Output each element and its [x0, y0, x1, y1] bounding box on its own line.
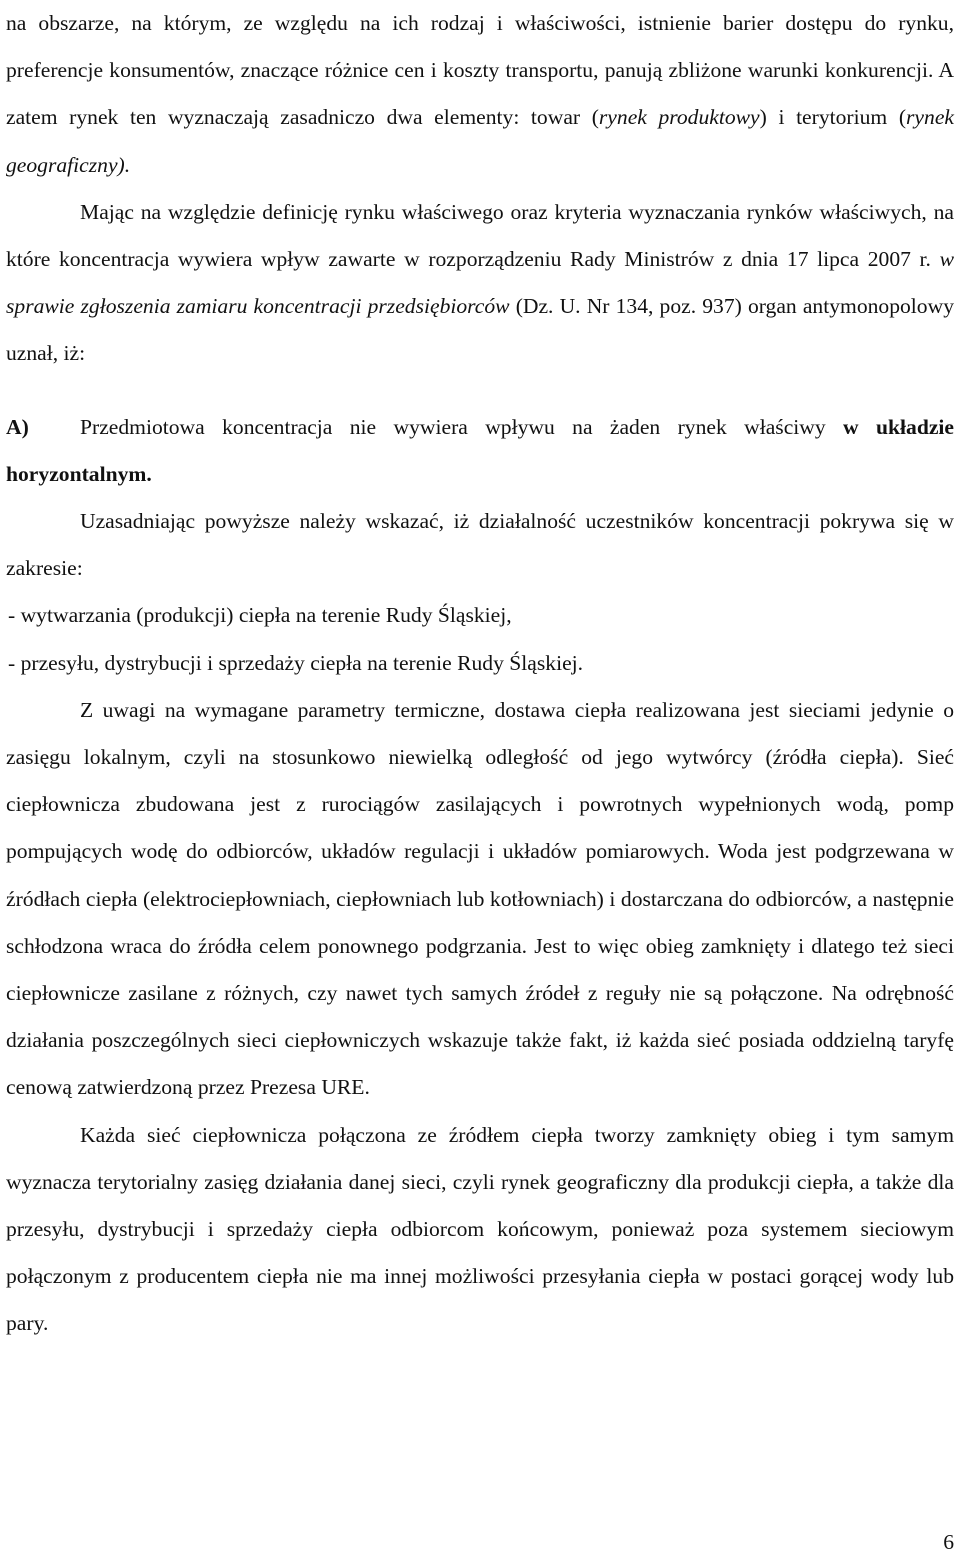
- paragraph-definition: [6, 189, 954, 378]
- italic-term: rynek geograficzny).: [6, 105, 954, 177]
- paragraph-intro: [6, 0, 954, 189]
- list-item-production: - wytwarzania (produkcji) ciepła na terenie Rudy Śląskiej,: [8, 603, 512, 628]
- page-number: 6: [943, 1530, 954, 1554]
- text-run: (Dz. U. Nr 134, poz. 937) organ antymonopolowy uznał, iż:: [6, 294, 954, 366]
- text-run: ) i terytorium (: [759, 105, 907, 130]
- text-run: na obszarze, na którym, ze względu na ich rodzaj i właściwości, istnienie barier dostępu do rynku, preferencje konsumentów, znaczące różnice cen i koszty transportu, panują zbliżone warunki konkurencji. A zatem rynek ten wyznaczają zasadniczo dwa elementy: towar (: [6, 11, 954, 130]
- paragraph-heat-network: Z uwagi na wymagane parametry termiczne, dostawa ciepła realizowana jest sieciami jedynie o zasięgu lokalnym, czyli na stosunkowo niewielką odległość od jego wytwórcy (źródła ciepła). Sieć ciepłownicza zbudowana jest z rurociągów zasilających i powrotnych wypełnionych wodą, pomp pompujących wodę do odbiorców, układów regulacji i układów pomiarowych. Woda jest podgrzewana w źródłach ciepła (elektrociepłowniach, ciepłowniach lub kotłowniach) i dostarczana do odbiorców, a następnie schłodzona wraca do źródła celem ponownego podgrzania. Jest to więc obieg zamknięty i dlatego też sieci ciepłownicze zasilane z różnych, czy nawet tych samych źródeł z reguły nie są połączone. Na odrębność działania poszczególnych sieci ciepłowniczych wskazuje także fakt, iż każda sieć posiada oddzielną taryfę cenową zatwierdzoną przez Prezesa URE.: [6, 697, 954, 1100]
- section-text: Przedmiotowa koncentracja nie wywiera wpływu na żaden rynek właściwy: [80, 414, 844, 439]
- section-text-bold: w układzie horyzontalnym.: [6, 414, 954, 486]
- italic-regulation-title: w sprawie zgłoszenia zamiaru koncentracji przedsiębiorców: [6, 247, 954, 319]
- document-body: [6, 0, 954, 1348]
- text-run: Mając na względzie definicję rynku właściwego oraz kryteria wyznaczania rynków właściwych, na które koncentracja wywiera wpływ zawarte w rozporządzeniu Rady Ministrów z dnia 17 lipca 2007 r.: [6, 199, 954, 272]
- list-item-distribution: - przesyłu, dystrybucji i sprzedaży ciepła na terenie Rudy Śląskiej.: [8, 650, 584, 675]
- section-letter: A): [6, 414, 29, 439]
- italic-term: rynek produktowy: [598, 105, 760, 130]
- paragraph-geographic-market: Każda sieć ciepłownicza połączona ze źródłem ciepła tworzy zamknięty obieg i tym samym wyznacza terytorialny zasięg działania danej sieci, czyli rynek geograficzny dla produkcji ciepła, a także dla przesyłu, dystrybucji i sprzedaży ciepła odbiorcom końcowym, ponieważ poza systemem sieciowym połączonym z producentem ciepła nie ma innej możliwości przesyłania ciepła w postaci gorącej wody lub pary.: [6, 1122, 954, 1336]
- section-a: [6, 404, 954, 498]
- paragraph-justification: Uzasadniając powyższe należy wskazać, iż działalność uczestników koncentracji pokrywa się w zakresie:: [6, 509, 954, 581]
